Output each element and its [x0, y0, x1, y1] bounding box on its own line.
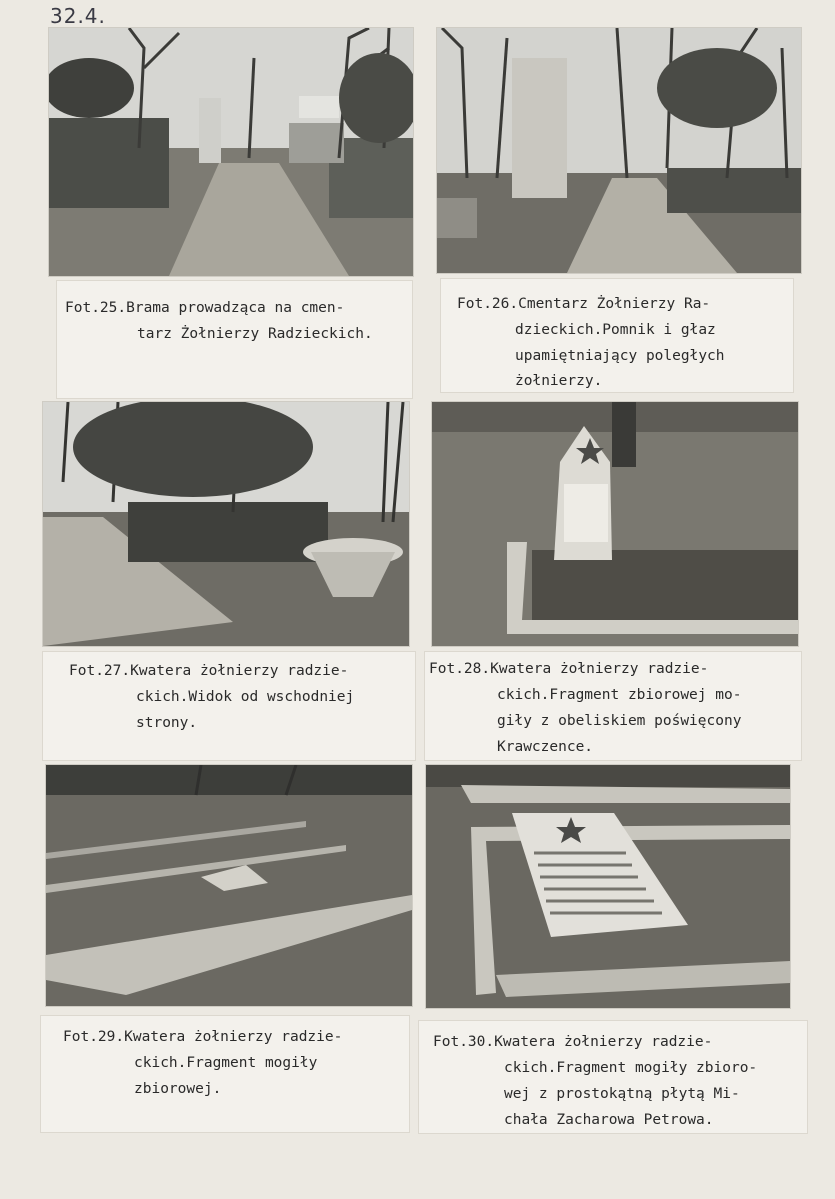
photo-26-monument [437, 28, 801, 273]
caption-29-line-3: zbiorowej. [134, 1081, 222, 1097]
caption-28-line-4: Krawczence. [497, 739, 594, 755]
photo-28-obelisk [432, 402, 798, 646]
caption-30-line-1: Fot.30.Kwatera żołnierzy radzie- [433, 1034, 713, 1050]
caption-29 [41, 1016, 409, 1132]
caption-30-line-3: wej z prostokątną płytą Mi- [504, 1086, 740, 1102]
caption-28-line-3: giły z obeliskiem poświęcony [497, 713, 742, 729]
caption-25-line-2: tarz Żołnierzy Radzieckich. [137, 326, 373, 342]
caption-27-line-2: ckich.Widok od wschodniej [136, 689, 355, 705]
caption-28-line-1: Fot.28.Kwatera żołnierzy radzie- [429, 661, 709, 677]
caption-27-line-1: Fot.27.Kwatera żołnierzy radzie- [69, 663, 349, 679]
photo-27-path [43, 402, 409, 646]
caption-27-line-3: strony. [136, 715, 198, 731]
caption-25-line-1: Fot.25.Brama prowadząca na cmen- [65, 300, 345, 316]
photo-25-gate [49, 28, 413, 276]
caption-29-line-1: Fot.29.Kwatera żołnierzy radzie- [63, 1029, 343, 1045]
caption-28-line-2: ckich.Fragment zbiorowej mo- [497, 687, 742, 703]
caption-26-line-4: żołnierzy. [515, 373, 603, 389]
caption-26-line-3: upamiętniający poległych [515, 348, 725, 364]
photo-29-graves [46, 765, 412, 1006]
caption-29-line-2: ckich.Fragment mogiły [134, 1055, 318, 1071]
caption-28 [425, 652, 801, 760]
caption-26-line-2: dzieckich.Pomnik i głaz [515, 322, 716, 338]
photo-30-slab [426, 765, 790, 1008]
caption-26 [441, 279, 793, 392]
caption-30 [419, 1021, 807, 1133]
caption-26-line-1: Fot.26.Cmentarz Żołnierzy Ra- [457, 296, 711, 312]
caption-25 [57, 281, 412, 398]
caption-30-line-4: chała Zacharowa Petrowa. [504, 1112, 714, 1128]
caption-30-line-2: ckich.Fragment mogiły zbioro- [504, 1060, 758, 1076]
caption-27 [43, 652, 415, 760]
page-number: 32.4. [50, 4, 106, 28]
